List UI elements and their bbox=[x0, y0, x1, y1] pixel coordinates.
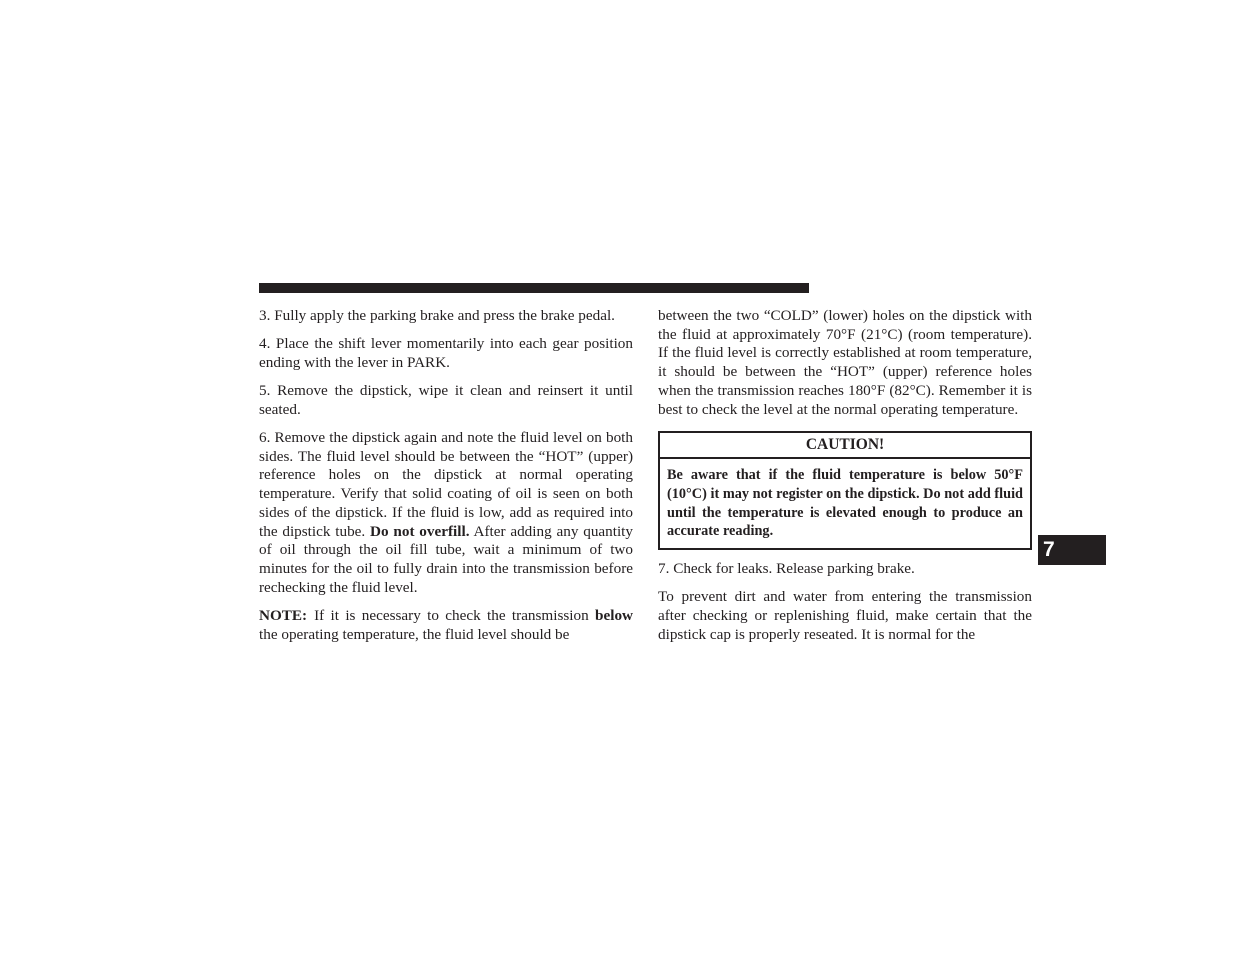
step-6-text: 6. Remove the dipstick again and note the fluid level on both sides. The fluid level should be between the “HOT” (upper) reference holes on the dipstick at normal operating temperature. Verify that solid coating of oil is seen on both sides of the dipstick. If the fluid is low, add as required into the dipstick tube. bbox=[259, 429, 633, 540]
note-continuation: between the two “COLD” (lower) holes on the dipstick with the fluid at approximately 70°F (21°C) (room temperature). If the fluid level is correctly established at room temperature, it should be between the “HOT” (upper) reference holes when the transmission reaches 180°F (82°C). Remember it is best to check the level at the normal operating temperature. bbox=[658, 307, 1032, 418]
step-4: 4. Place the shift lever momentarily into each gear position ending with the lever in PARK. bbox=[259, 335, 633, 371]
section-tab: 7 bbox=[1038, 535, 1106, 565]
step-3: 3. Fully apply the parking brake and press the brake pedal. bbox=[259, 307, 615, 324]
step-5: 5. Remove the dipstick, wipe it clean and reinsert it until seated. bbox=[259, 382, 633, 418]
closing-paragraph: To prevent dirt and water from entering the transmission after checking or replenishing fluid, make certain that the dipstick cap is properly reseated. It is normal for the bbox=[658, 588, 1032, 643]
note-emphasis: below bbox=[595, 606, 634, 624]
step-6-text-continued: After adding any quantity of oil through the oil fill tube, wait a minimum of two minutes for the oil to fully drain into the transmission before rechecking the fluid level. bbox=[259, 522, 633, 596]
step-6 bbox=[259, 429, 633, 597]
step-7: 7. Check for leaks. Release parking brake. bbox=[658, 560, 915, 578]
caution-box bbox=[658, 431, 1032, 550]
note-label: NOTE: bbox=[259, 606, 308, 624]
do-not-overfill-warning: Do not overfill. bbox=[370, 522, 470, 540]
right-column bbox=[658, 307, 1032, 644]
caution-title: CAUTION! bbox=[660, 433, 1030, 459]
top-rule bbox=[259, 283, 809, 293]
note-text-continued: the operating temperature, the fluid level should be bbox=[259, 625, 570, 643]
caution-body: Be aware that if the fluid temperature is below 50°F (10°C) it may not register on the dipstick. Do not add fluid until the temperature is elevated enough to produce an accurate reading. bbox=[667, 467, 1023, 540]
left-column bbox=[259, 307, 633, 644]
note-text: If it is necessary to check the transmission bbox=[314, 606, 589, 624]
note bbox=[259, 607, 633, 644]
